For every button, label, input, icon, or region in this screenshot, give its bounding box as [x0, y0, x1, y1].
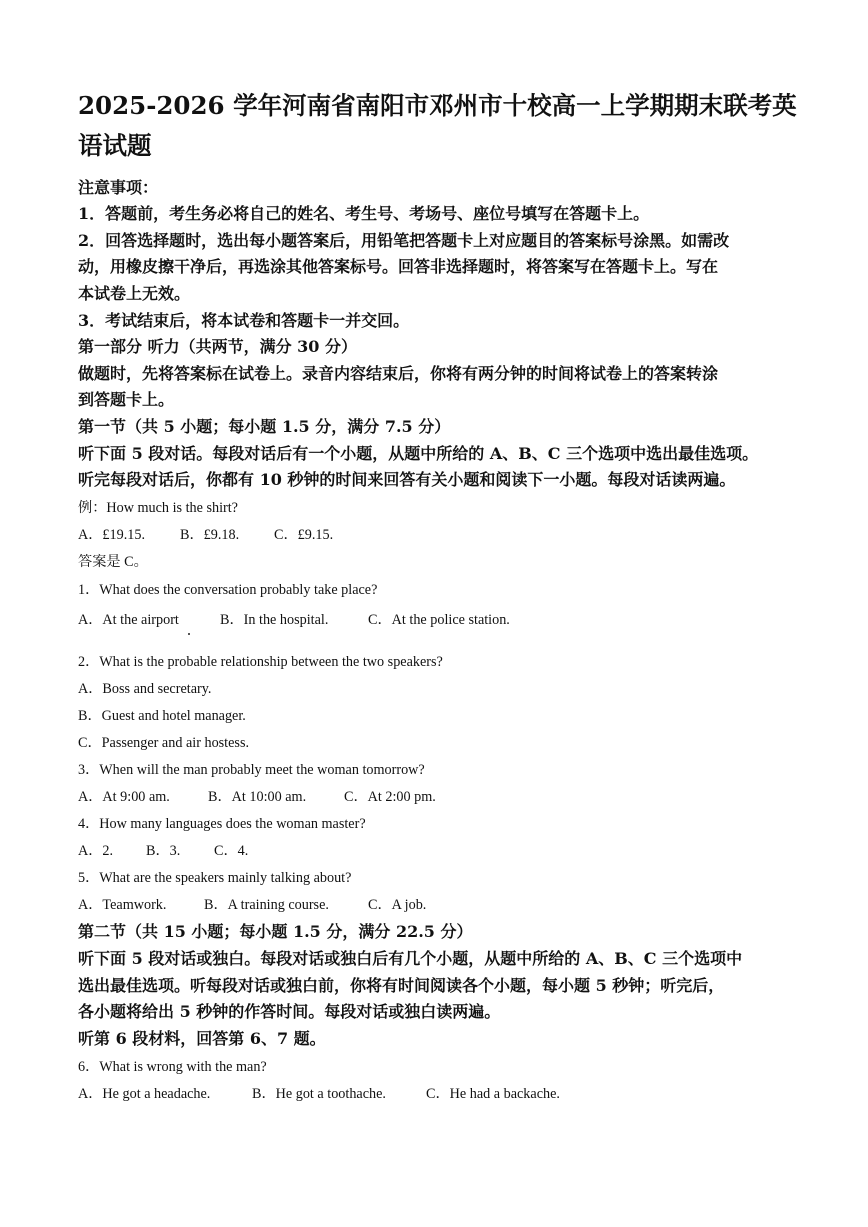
section2-intro-line-2: 选出最佳选项。听每段对话或独白前，你将有时间阅读各个小题，每小题 5 秒钟；听完后，	[78, 976, 725, 995]
question-3: 3．When will the man probably meet the woman tomorrow?	[78, 762, 425, 778]
notes-item-2-line-3: 本试卷上无效。	[78, 284, 191, 303]
question-1: 1．What does the conversation probably take place?	[78, 582, 378, 598]
question-2-option-c: C．Passenger and air hostess.	[78, 735, 250, 751]
example-option-b: B．£9.18.	[180, 527, 240, 543]
question-6-option-c: C．He had a backache.	[426, 1086, 560, 1102]
notes-item-2-line-2: 动，用橡皮擦干净后，再选涂其他答案标号。回答非选择题时，将答案写在答题卡上。写在	[78, 257, 719, 276]
material-6-heading: 听第 6 段材料，回答第 6、7 题。	[78, 1029, 326, 1048]
exam-title: 2025-2026 学年河南省南阳市邓州市十校高一上学期期末联考英语试题	[78, 91, 797, 160]
notes-item-2-line-1: 2．回答选择题时，选出每小题答案后，用铅笔把答题卡上对应题目的答案标号涂黑。如需改	[78, 231, 730, 250]
question-4-option-a: A．2.	[78, 843, 114, 859]
question-3-option-c: C．At 2:00 pm.	[344, 789, 436, 805]
question-3-option-a: A．At 9:00 am.	[78, 789, 170, 805]
section2-heading: 第二节（共 15 小题；每小题 1.5 分，满分 22.5 分）	[78, 922, 473, 941]
question-5-option-a: A．Teamwork.	[78, 897, 167, 913]
part1-intro-line-2: 到答题卡上。	[78, 390, 175, 409]
question-6: 6．What is wrong with the man?	[78, 1059, 267, 1075]
example-option-a: A．£19.15.	[78, 527, 145, 543]
question-2: 2．What is the probable relationship between the two speakers?	[78, 654, 443, 670]
section1-heading: 第一节（共 5 小题；每小题 1.5 分，满分 7.5 分）	[78, 417, 451, 436]
notes-item-3: 3．考试结束后，将本试卷和答题卡一并交回。	[78, 311, 410, 330]
question-4-option-c: C．4.	[214, 843, 249, 859]
question-1-option-c: C．At the police station.	[368, 612, 510, 628]
question-6-option-b: B．He got a toothache.	[252, 1086, 386, 1102]
question-4-option-b: B．3.	[146, 843, 181, 859]
question-4: 4．How many languages does the woman master?	[78, 816, 366, 832]
question-3-option-b: B．At 10:00 am.	[208, 789, 307, 805]
question-5: 5．What are the speakers mainly talking about?	[78, 870, 352, 886]
stray-mark	[188, 633, 190, 635]
notes-item-1: 1．答题前，考生务必将自己的姓名、考生号、考场号、座位号填写在答题卡上。	[78, 204, 650, 223]
section2-intro-line-1: 听下面 5 段对话或独白。每段对话或独白后有几个小题，从题中所给的 A、B、C 三个选项中	[78, 949, 743, 968]
section2-intro-line-3: 各小题将给出 5 秒钟的作答时间。每段对话或独白读两遍。	[78, 1002, 501, 1021]
example-answer: 答案是 C。	[78, 554, 148, 570]
question-2-option-b: B．Guest and hotel manager.	[78, 708, 246, 724]
section1-intro-line-1: 听下面 5 段对话。每段对话后有一个小题，从题中所给的 A、B、C 三个选项中选出最佳选项。	[78, 444, 759, 463]
question-5-option-b: B．A training course.	[204, 897, 329, 913]
part1-heading: 第一部分 听力（共两节，满分 30 分）	[78, 337, 357, 356]
section1-intro-line-2: 听完每段对话后，你都有 10 秒钟的时间来回答有关小题和阅读下一小题。每段对话读两遍。	[78, 470, 736, 489]
part1-intro-line-1: 做题时，先将答案标在试卷上。录音内容结束后，你将有两分钟的时间将试卷上的答案转涂	[78, 364, 719, 383]
question-1-option-b: B．In the hospital.	[220, 612, 329, 628]
question-6-option-a: A．He got a headache.	[78, 1086, 211, 1102]
notes-heading: 注意事项：	[78, 178, 159, 197]
example-question: 例：How much is the shirt?	[78, 500, 238, 516]
example-option-c: C．£9.15.	[274, 527, 334, 543]
question-1-option-a: A．At the airport	[78, 612, 179, 628]
question-5-option-c: C．A job.	[368, 897, 427, 913]
question-2-option-a: A．Boss and secretary.	[78, 681, 212, 697]
